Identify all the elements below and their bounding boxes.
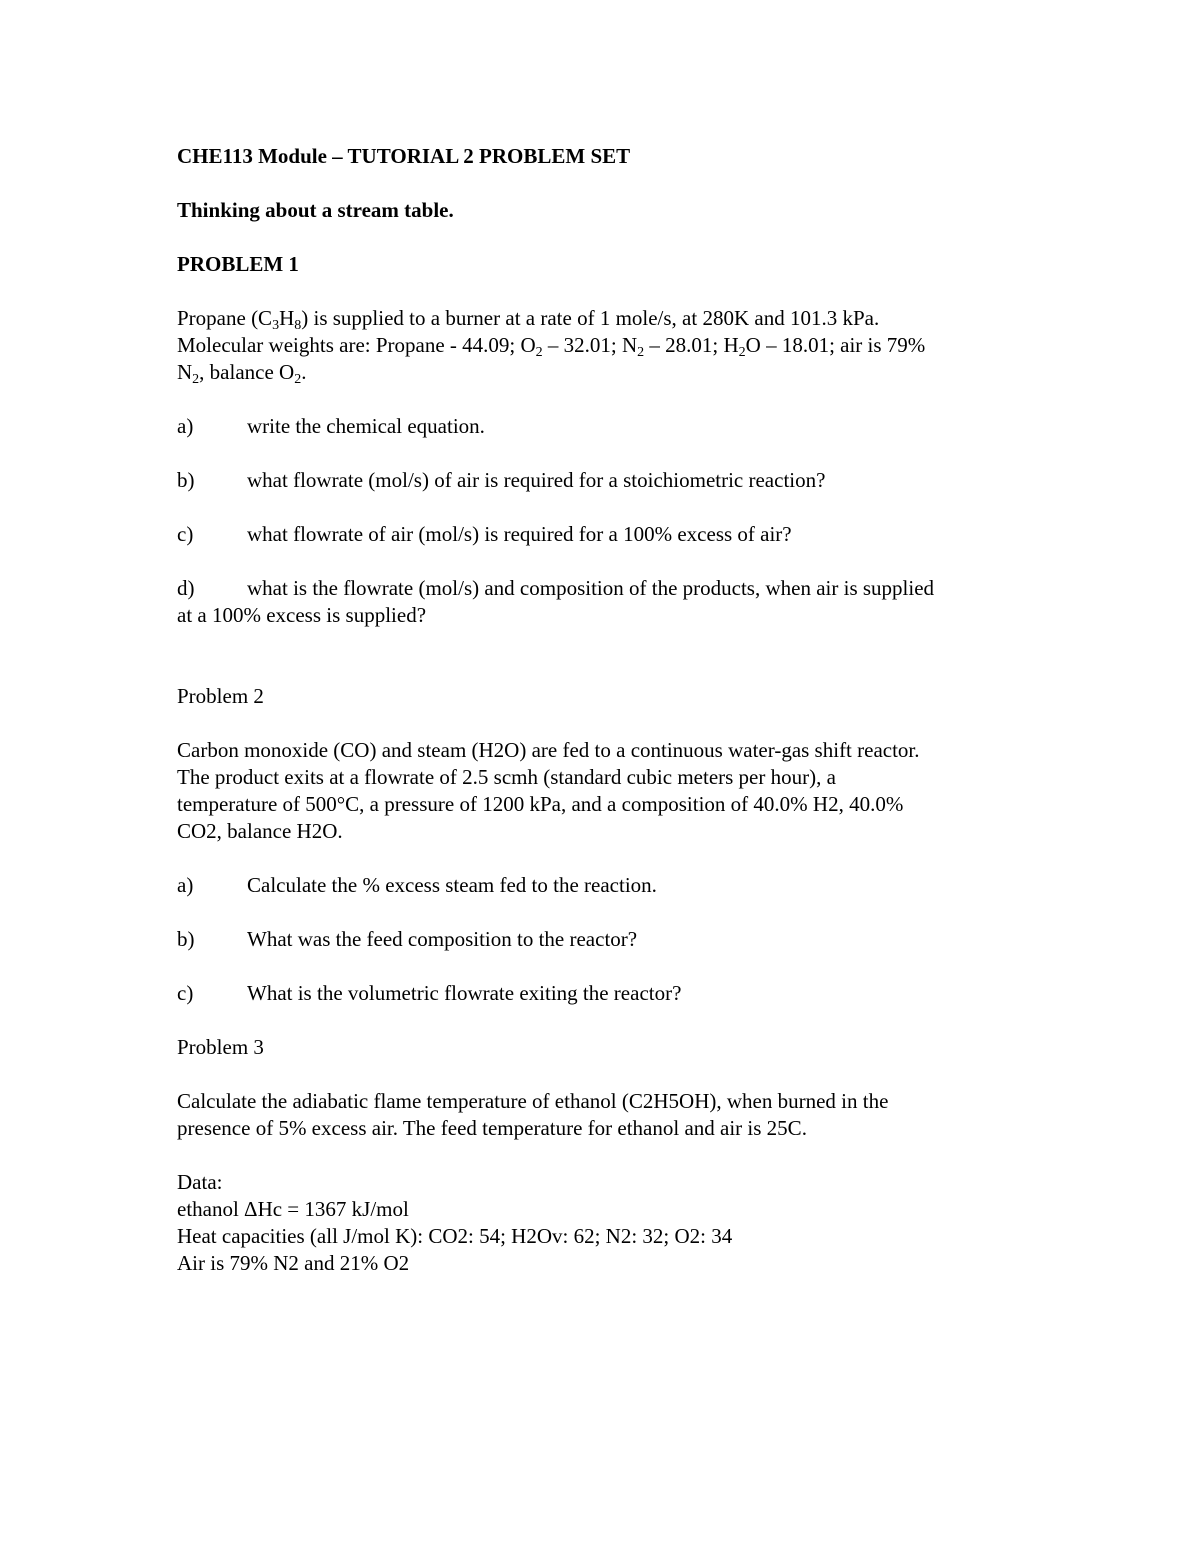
- item-label: d): [177, 576, 195, 600]
- data-line: Data:: [177, 1170, 223, 1194]
- item-text: What was the feed composition to the reactor?: [247, 927, 638, 951]
- item-text: write the chemical equation.: [247, 414, 485, 438]
- problem-1-intro-line-3: $N_2$, balance $O_2$.: [177, 360, 307, 387]
- problem-3-intro: [177, 1088, 1037, 1142]
- data-line: Air is 79% N2 and 21% O2: [177, 1251, 410, 1275]
- problem-3-data: [177, 1169, 1037, 1277]
- item-text: what is the flowrate (mol/s) and composition of the products, when air is supplied: [247, 576, 935, 600]
- spacer: [177, 656, 1037, 683]
- data-line: ethanol ΔHc = 1367 kJ/mol: [177, 1197, 409, 1221]
- problem-3-intro-line: presence of 5% excess air. The feed temperature for ethanol and air is 25C.: [177, 1116, 807, 1140]
- item-text: what flowrate (mol/s) of air is required for a stoichiometric reaction?: [247, 468, 826, 492]
- item-text: What is the volumetric flowrate exiting the reactor?: [247, 981, 682, 1005]
- problem-2-intro-line: temperature of 500°C, a pressure of 1200 kPa, and a composition of 40.0% H2, 40.0%: [177, 792, 904, 816]
- item-label: b): [177, 468, 195, 492]
- problem-2-heading: Problem 2: [177, 684, 264, 708]
- problem-2-item-b: [177, 926, 1037, 953]
- problem-2-intro: [177, 737, 1037, 845]
- data-line: Heat capacities (all J/mol K): CO2: 54; H2Ov: 62; N2: 32; O2: 34: [177, 1224, 733, 1248]
- problem-2-intro-line: CO2, balance H2O.: [177, 819, 343, 843]
- document-subtitle: Thinking about a stream table.: [177, 198, 454, 222]
- item-label: c): [177, 522, 194, 546]
- problem-1-item-d: [177, 575, 1037, 629]
- problem-3-intro-line: Calculate the adiabatic flame temperature of ethanol (C2H5OH), when burned in the: [177, 1089, 889, 1113]
- item-label: a): [177, 873, 194, 897]
- problem-2-intro-line: Carbon monoxide (CO) and steam (H2O) are fed to a continuous water-gas shift reactor.: [177, 738, 920, 762]
- problem-2-intro-line: The product exits at a flowrate of 2.5 scmh (standard cubic meters per hour), a: [177, 765, 836, 789]
- document-page: [177, 143, 1037, 1304]
- problem-1-heading: PROBLEM 1: [177, 252, 299, 276]
- item-text: what flowrate of air (mol/s) is required for a 100% excess of air?: [247, 522, 792, 546]
- problem-1-intro-line-1: Propane $(C_3H_8)$ is supplied to a burner at a rate of 1 mole/s, at 280K and 101.3 kPa.: [177, 306, 880, 333]
- item-label: c): [177, 981, 194, 1005]
- item-text-continuation: at a 100% excess is supplied?: [177, 603, 427, 627]
- item-label: a): [177, 414, 194, 438]
- document-title: CHE113 Module – TUTORIAL 2 PROBLEM SET: [177, 144, 631, 168]
- problem-2-item-c: [177, 980, 1037, 1007]
- problem-1-intro: [177, 305, 1037, 386]
- problem-1-item-a: [177, 413, 1037, 440]
- problem-3-heading: Problem 3: [177, 1035, 264, 1059]
- item-label: b): [177, 927, 195, 951]
- problem-1-item-c: [177, 521, 1037, 548]
- problem-1-intro-line-2: Molecular weights are: Propane - 44.09; $O_2 - 32.01$; $N_2 - 28.01$; $H_2O - 18.01$; air is 79%: [177, 333, 926, 360]
- problem-1-item-b: [177, 467, 1037, 494]
- problem-2-item-a: [177, 872, 1037, 899]
- item-text: Calculate the % excess steam fed to the reaction.: [247, 873, 657, 897]
